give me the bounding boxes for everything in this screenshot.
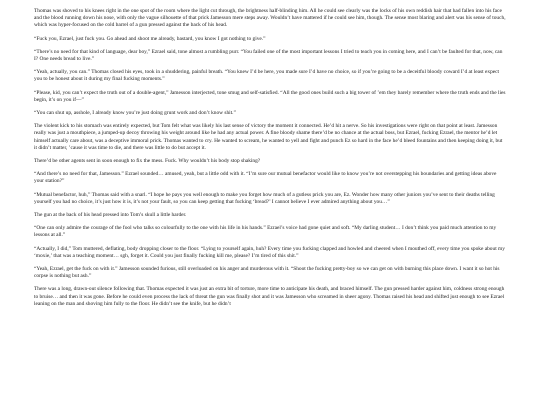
paragraph: The violent kick to his stomach was entirely expected, but Tom felt what was likely his last sense of victory the moment it connected. He’d hit a nerve. So his investigations were right on that point at least. Jamesson really was just a mouthpiece, a jumped-up decoy throwing his weight around like he had any actual power. A fine bloody shame there’d be no chance at the actual boss, but Ezrael, fucking Ezrael, the mentor he’d let himself actually care about, was a deceptive immoral prick. Thomas wanted to cry. He wanted to scream, he wanted to yell and fight and punch Ez so hard in the face he’d bleed fountains and then keeping doing it, but it didn’t matter, ’cause it was time to die, and there was little to do but accept it. (34, 123, 503, 151)
paragraph: “One can only admire the courage of the fool who talks so colourfully to the one with his life in his hands.” Ezrael’s voice had gone quiet and soft. “My darling student… I don’t think you paid much attention to my lessons at all.” (34, 225, 497, 239)
paragraph: “Actually, I did,” Tom muttered, deflating, body dropping closer to the floor. “Lying to yourself again, huh? Every time you fucking clapped and howled and cheered when I mouthed off, every time you spoke about my ‘moxie,’ that was a teaching moment… sgh, forget it. Could you just finally fucking kill me, please? I’m tired of this shit.” (34, 245, 505, 259)
paragraph: “Yeah, Ezrael, get the fuck on with it.” Jamesson sounded furious, still overloaded on his anger and murderous with it. “Shoot the fucking pretty-boy so we can get on with burning this place down. I want it so hot his corpse is nothing but ash.” (34, 266, 500, 280)
paragraph: “There’s no need for that kind of language, dear boy,” Ezrael said, tone almost a rumbling purr. “You failed one of the most important lessons I tried to teach you in coming here, and I can’t be faulted for that, now, can I? One needs bread to live.” (34, 48, 503, 63)
paragraph: There was a long, drawn-out silence following that. Thomas expected it was just an extra bit of torture, more time to anticipate his death, and braced himself. The gun pressed harder against him, coldness strong enough to bruise… and then it was gone. Before he could even process the lack of threat the gun was finally shot and it was Jamesson who screamed in sheer agony. Thomas raised his head and shifted just enough to see Ezrael leaning on the man and shoving him fully to the floor. He didn’t see the knife, but he didn’t (34, 286, 505, 307)
paragraph: The gun at the back of his head pressed into Tom’s skull a little harder. (34, 212, 187, 219)
paragraph: “You can shut up, asshole, I already know you’re just doing grunt work and don’t know shit.” (34, 110, 236, 117)
paragraph: “Fuck you, Ezrael, just fuck you. Go ahead and shoot me already, bastard, you know I got nothing to give.” (34, 35, 266, 42)
paragraph: “Please, kid, you can’t expect the truth out of a double-agent,” Jamesson interjected, tone smug and self-satisfied. “All the good ones build such a big tower of ’em they barely remember where the truth ends and the lies begin, it’s on you if—” (34, 89, 506, 103)
paragraph: There’d be other agents sent in soon enough to fix the mess. Fuck. Why wouldn’t his body stop shaking? (34, 158, 261, 165)
paragraph: “And there’s no need for that, Jamesson.” Ezrael sounded… amused, yeah, but a little odd with it. “I’m sure our mutual benefactor would like to know you’re not overstepping his boundaries and getting ideas above your station?” (34, 171, 497, 185)
paragraph: Thomas was shoved to his knees right in the one spot of the room where the light cut through, the brightness half-blinding him. All he could see clearly was the locks of his own reddish hair that had fallen into his face and the blood running down his nose, with only the vague silhouette of that prick Jamesson mere steps away. Wouldn’t have mattered if he could see him, though. The sense most blaring and alert was his sense of touch, which was hyper-focused on the cold barrel of a gun pressed against the back of his head. (34, 8, 506, 29)
paragraph: “Yeah, actually, you can.” Thomas closed his eyes, took in a shuddering, painful breath. “You knew I’d be here, you made sure I’d have no choice, so if you’re going to be a deceitful bloody coward I’d at least expect you to be honest about it during my final fucking moments.” (34, 69, 500, 83)
paragraph: “Mutual benefactor, huh,” Thomas said with a snarl. “I hope he pays you well enough to make you forget how much of a gutless prick you are, Ez. Wonder how many other juniors you’ve sent to their deaths telling yourself you had no choice, it’s just how it is, it’s not your fault, so you can keep getting that fucking ‘bread?’ I cannot believe I ever admired anything about you…” (34, 191, 495, 205)
